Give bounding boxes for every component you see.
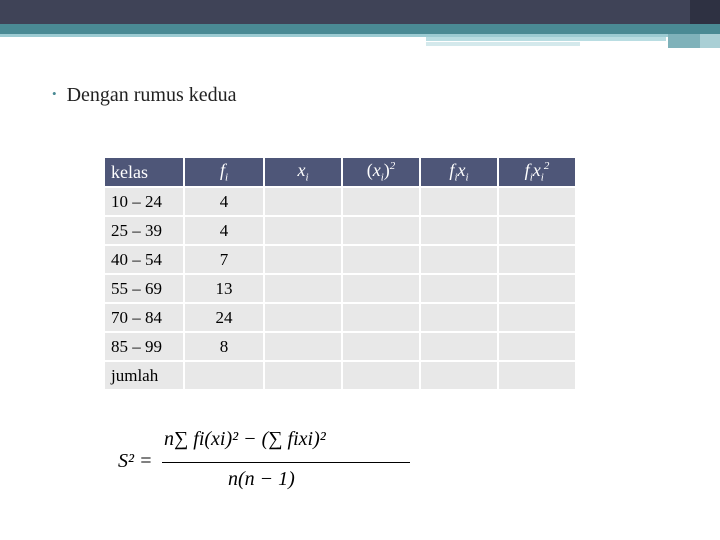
cell-xi bbox=[264, 361, 342, 390]
header-stripe bbox=[0, 24, 720, 34]
table-row bbox=[104, 216, 576, 245]
cell-xi-squared bbox=[342, 187, 420, 216]
cell-fixi-squared bbox=[498, 274, 576, 303]
header-fixi: $f_ix_i$ bbox=[420, 157, 498, 187]
header-xi: $x_i$ bbox=[264, 157, 342, 187]
cell-fixi bbox=[420, 245, 498, 274]
formula-lhs: S² = bbox=[118, 450, 153, 472]
cell-kelas: 10 – 24 bbox=[104, 187, 184, 216]
cell-xi-squared bbox=[342, 303, 420, 332]
cell-fixi bbox=[420, 332, 498, 361]
cell-fi bbox=[184, 361, 264, 390]
cell-kelas: 70 – 84 bbox=[104, 303, 184, 332]
cell-fi: 8 bbox=[184, 332, 264, 361]
cell-fi: 4 bbox=[184, 216, 264, 245]
formula-denominator: n(n − 1) bbox=[228, 468, 295, 490]
cell-fixi-squared bbox=[498, 332, 576, 361]
table-row-total bbox=[104, 361, 576, 390]
cell-kelas: 55 – 69 bbox=[104, 274, 184, 303]
cell-fi: 24 bbox=[184, 303, 264, 332]
cell-fi: 4 bbox=[184, 187, 264, 216]
cell-xi-squared bbox=[342, 274, 420, 303]
fraction-bar bbox=[162, 462, 410, 463]
cell-xi-squared bbox=[342, 216, 420, 245]
cell-xi bbox=[264, 332, 342, 361]
cell-xi-squared bbox=[342, 245, 420, 274]
cell-fixi bbox=[420, 216, 498, 245]
cell-kelas: jumlah bbox=[104, 361, 184, 390]
table-row bbox=[104, 187, 576, 216]
cell-xi-squared bbox=[342, 361, 420, 390]
cell-kelas: 85 – 99 bbox=[104, 332, 184, 361]
decor-block-2 bbox=[700, 34, 720, 48]
cell-xi bbox=[264, 216, 342, 245]
cell-kelas: 40 – 54 bbox=[104, 245, 184, 274]
bullet-point bbox=[52, 84, 237, 107]
decor-line-1 bbox=[426, 37, 666, 41]
decor-block-1 bbox=[668, 34, 700, 48]
decor-line-2 bbox=[426, 42, 580, 46]
frequency-table bbox=[103, 156, 577, 391]
cell-fixi-squared bbox=[498, 361, 576, 390]
cell-fixi-squared bbox=[498, 216, 576, 245]
cell-fixi-squared bbox=[498, 303, 576, 332]
table-row bbox=[104, 245, 576, 274]
header-xi-squared: $(x_i)^2$ bbox=[342, 157, 420, 187]
table-row bbox=[104, 303, 576, 332]
cell-xi bbox=[264, 303, 342, 332]
cell-fi: 13 bbox=[184, 274, 264, 303]
cell-fixi-squared bbox=[498, 245, 576, 274]
cell-xi bbox=[264, 245, 342, 274]
cell-fixi bbox=[420, 274, 498, 303]
header-bar-accent bbox=[690, 0, 720, 24]
cell-kelas: 25 – 39 bbox=[104, 216, 184, 245]
header-fi: $f_i$ bbox=[184, 157, 264, 187]
formula-numerator: n∑ fi(xi)² − (∑ fixi)² bbox=[164, 428, 326, 450]
table-row bbox=[104, 332, 576, 361]
cell-xi bbox=[264, 274, 342, 303]
cell-fixi-squared bbox=[498, 187, 576, 216]
bullet-text: Dengan rumus kedua bbox=[66, 84, 237, 106]
header-bar bbox=[0, 0, 720, 24]
header-fixi-squared: $f_ix_i^2$ bbox=[498, 157, 576, 187]
cell-xi bbox=[264, 187, 342, 216]
cell-fixi bbox=[420, 187, 498, 216]
cell-fixi bbox=[420, 303, 498, 332]
table-header-row bbox=[104, 157, 576, 187]
cell-fi: 7 bbox=[184, 245, 264, 274]
table-row bbox=[104, 274, 576, 303]
cell-fixi bbox=[420, 361, 498, 390]
cell-xi-squared bbox=[342, 332, 420, 361]
header-kelas: kelas bbox=[104, 157, 184, 187]
bullet-icon: • bbox=[52, 86, 57, 101]
